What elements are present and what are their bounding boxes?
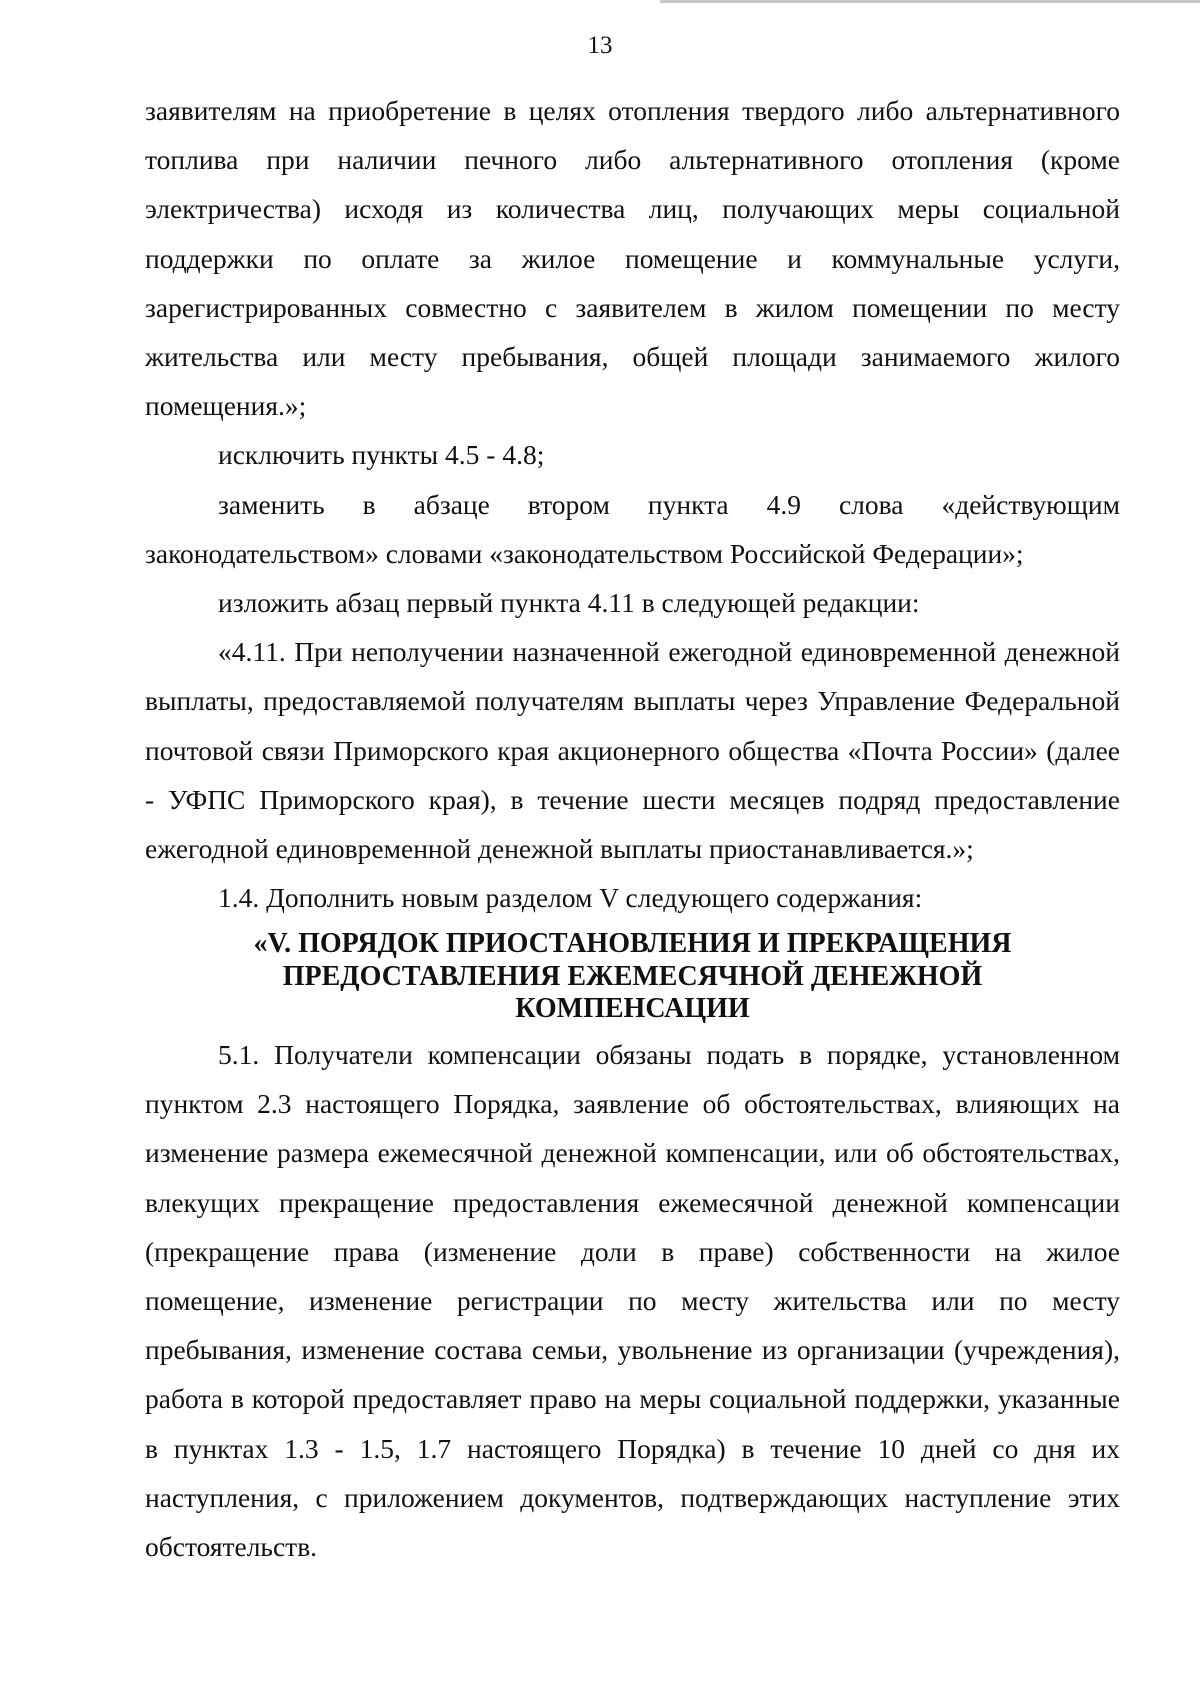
section-heading-line-2: ПРЕДОСТАВЛЕНИЯ ЕЖЕМЕСЯЧНОЙ ДЕНЕЖНОЙ [282,960,983,992]
document-body [145,86,1120,1571]
page-number: 13 [587,32,613,59]
paragraph-restate-4-11: изложить абзац первый пункта 4.11 в следующей редакции: [218,587,920,619]
paragraph-exclude-items: исключить пункты 4.5 - 4.8; [218,439,545,471]
paragraph-add-section-v: 1.4. Дополнить новым разделом V следующего содержания: [218,882,923,914]
section-heading-line-1: «V. ПОРЯДОК ПРИОСТАНОВЛЕНИЯ И ПРЕКРАЩЕНИЯ [253,928,1012,960]
paragraph-replace-words: заменить в абзаце втором пункта 4.9 слова «действующим законодательством» словами «законодательством Российской Федерации»; [145,488,1120,569]
paragraph-item-5-1: 5.1. Получатели компенсации обязаны подать в порядке, установленном пунктом 2.3 настоящего Порядка, заявление об обстоятельствах, влияющих на изменение размера ежемесячной денежной компенсации, или об обстоятельствах, влекущих прекращение предоставления ежемесячной денежной компенсации (прекращение права (изменение доли в праве) собственности на жилое помещение, изменение регистрации по месту жительства или по месту пребывания, изменение состава семьи, увольнение из организации (учреждения), работа в которой предоставляет право на меры социальной поддержки, указанные в пунктах 1.3 - 1.5, 1.7 настоящего Порядка) в течение 10 дней со дня их наступления, с приложением документов, подтверждающих наступление этих обстоятельств. [145,1038,1120,1562]
top-scan-edge [660,0,1200,3]
paragraph-item-4-11: «4.11. При неполучении назначенной ежегодной единовременной денежной выплаты, предоставляемой получателям выплаты через Управление Федеральной почтовой связи Приморского края акционерного общества «Почта России» (далее - УФПС Приморского края), в течение шести месяцев подряд предоставление ежегодной единовременной денежной выплаты приостанавливается.»; [145,636,1120,865]
section-heading [145,928,1120,1026]
section-heading-line-3: КОМПЕНСАЦИИ [515,993,750,1025]
paragraph-continuation: заявителям на приобретение в целях отопления твердого либо альтернативного топлива при наличии печного либо альтернативного отопления (кроме электричества) исходя из количества лиц, получающих меры социальной поддержки по оплате за жилое помещение и коммунальные услуги, зарегистрированных совместно с заявителем в жилом помещении по месту жительства или месту пребывания, общей площади занимаемого жилого помещения.»; [145,95,1120,422]
